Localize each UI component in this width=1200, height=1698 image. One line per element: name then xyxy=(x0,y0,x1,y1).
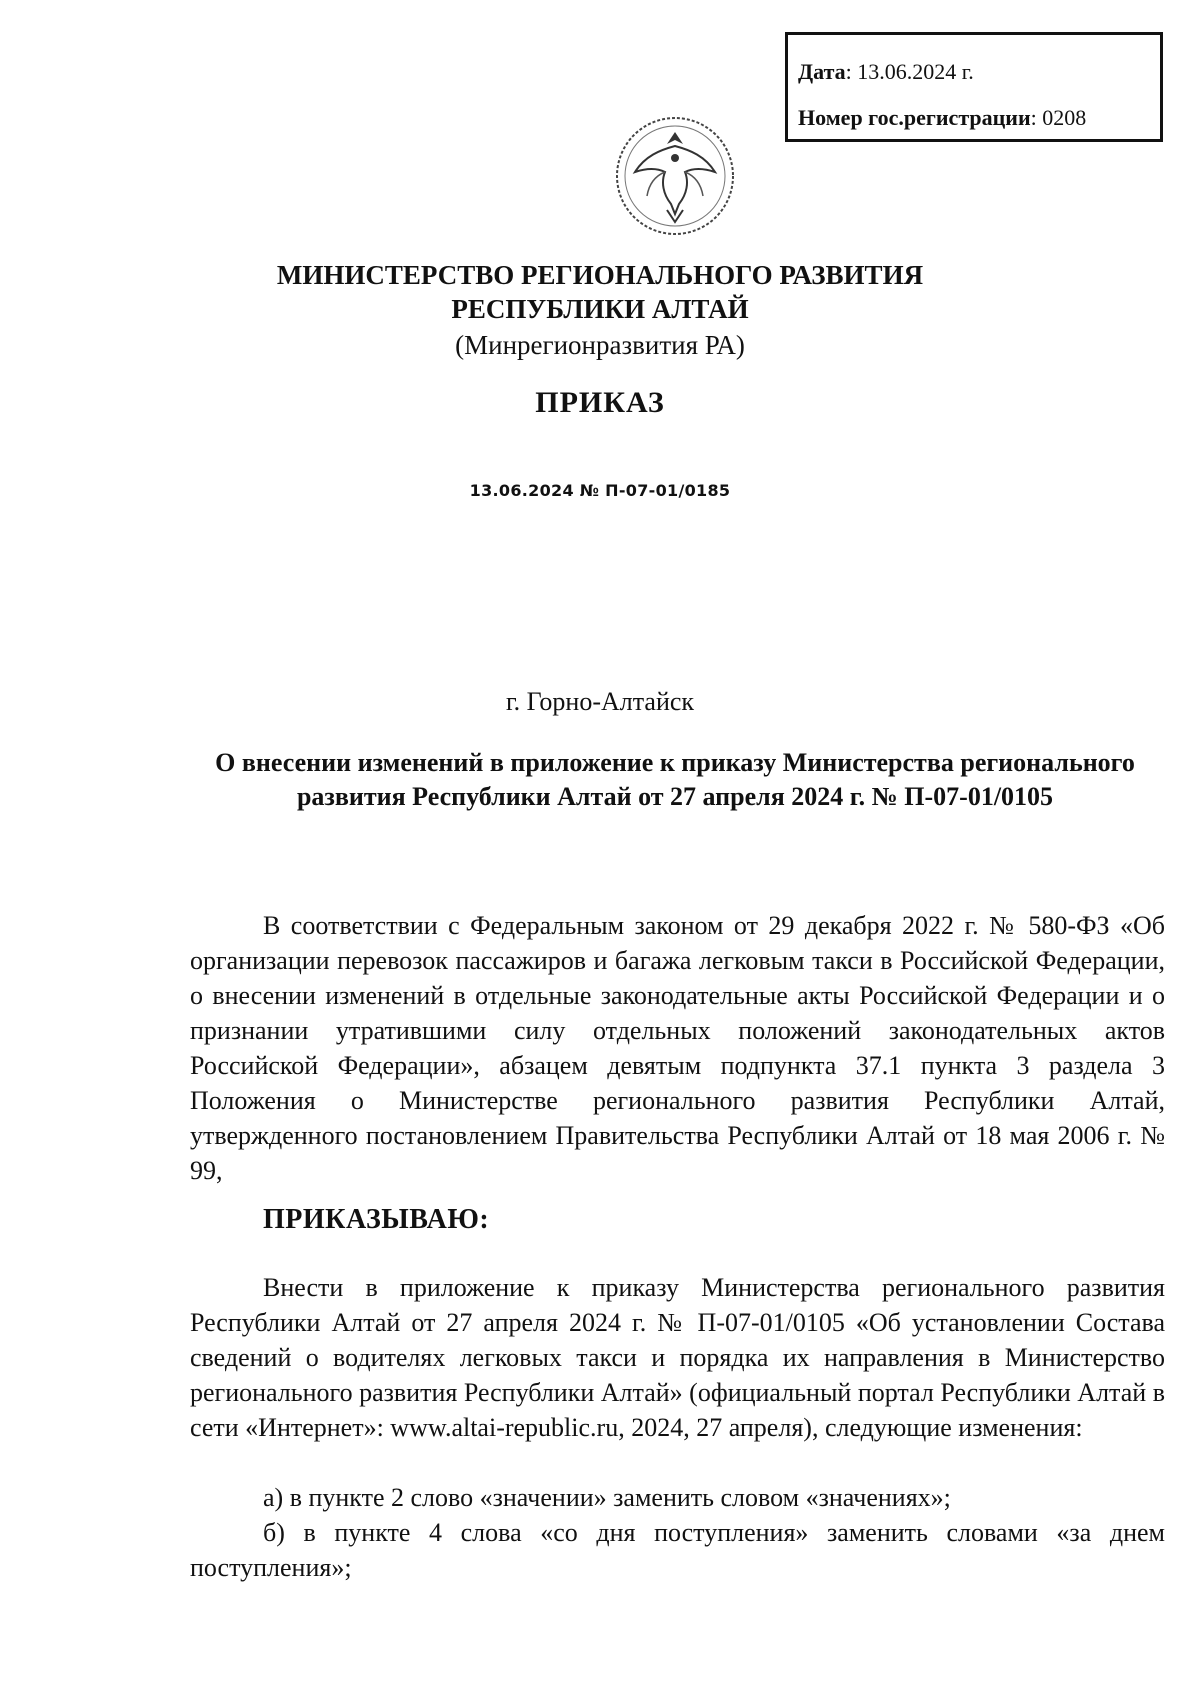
order-paragraph: Внести в приложение к приказу Министерства регионального развития Республики Алтай от 27 апреля 2024 г. № П-07-01/0105 «Об установлении Состава сведений о водителях легковых такси и порядка их направления в Министерство регионального развития Республики Алтай» (официальный портал Республики Алтай в сети «Интернет»: www.altai-republic.ru, 2024, 27 апреля), следующие изменения: xyxy=(190,1273,1165,1442)
registration-stamp-box xyxy=(785,32,1163,142)
registration-date: Дата: 13.06.2024 г. xyxy=(798,59,974,84)
document-number: 13.06.2024 № П-07-01/0185 xyxy=(469,481,731,500)
order-heading: ПРИКАЗЫВАЮ: xyxy=(263,1204,490,1235)
ministry-short-name: (Минрегионразвития РА) xyxy=(455,330,745,360)
ministry-name-line1: МИНИСТЕРСТВО РЕГИОНАЛЬНОГО РАЗВИТИЯ xyxy=(276,260,924,290)
list-item: б) в пункте 4 слова «со дня поступления» заменить словами «за днем поступления»; xyxy=(190,1518,1165,1582)
document-title: О внесении изменений в приложение к приказу Министерства регионального развития Республики Алтай от 27 апреля 2024 г. № П-07-01/0105 xyxy=(215,748,1135,811)
list-item: а) в пункте 2 слово «значении» заменить словом «значениях»; xyxy=(263,1483,951,1512)
ministry-name-line2: РЕСПУБЛИКИ АЛТАЙ xyxy=(451,294,749,324)
document-type: ПРИКАЗ xyxy=(535,386,665,419)
city: г. Горно-Алтайск xyxy=(505,687,695,716)
preamble-paragraph: В соответствии с Федеральным законом от 29 декабря 2022 г. № 580-ФЗ «Об организации перевозок пассажиров и багажа легковым такси в Российской Федерации, о внесении изменений в отдельные законодательные акты Российской Федерации и о признании утратившими силу отдельных положений законодательных актов Российской Федерации», абзацем девятым подпункта 37.1 пункта 3 раздела 3 Положения о Министерстве регионального развития Республики Алтай, утвержденного постановлением Правительства Республики Алтай от 18 мая 2006 г. № 99, xyxy=(190,911,1165,1185)
coat-of-arms-emblem-icon xyxy=(605,110,745,240)
registration-number: Номер гос.регистрации: 0208 xyxy=(798,105,1087,130)
ministry-name xyxy=(0,258,1200,326)
